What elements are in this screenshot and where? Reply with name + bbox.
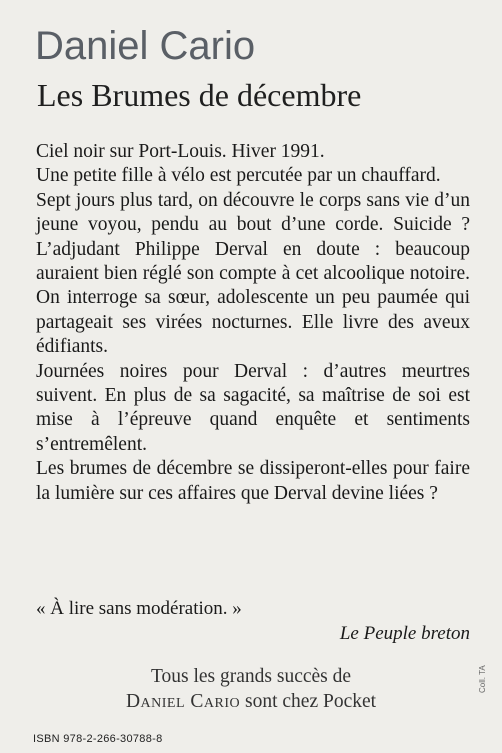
isbn: ISBN 978-2-266-30788-8 <box>33 733 163 745</box>
blurb-paragraph: Sept jours plus tard, on découvre le corps sans vie d’un jeune voyou, pendu au bout d’une corde. Suicide ? L’adjudant Philippe Derval en doute : beaucoup auraient bien réglé son compte à cet alcoolique notoire. On interroge sa sœur, adolescente un peu paumée qui partageait ses virées nocturnes. Elle livre des aveux édifiants. <box>36 189 470 358</box>
promo-line-1: Tous les grands succès de <box>150 666 352 687</box>
promo-line-2 <box>40 689 462 714</box>
publisher-promo <box>40 664 462 714</box>
blurb-paragraph: Une petite fille à vélo est percutée par un chauffard. <box>36 165 441 187</box>
blurb <box>36 140 470 506</box>
blurb-paragraph: Ciel noir sur Port-Louis. Hiver 1991. <box>36 141 325 162</box>
blurb-paragraph: Les brumes de décembre se dissiperont-elles pour faire la lumière sur ces affaires que Derval devine liées ? <box>36 458 470 504</box>
promo-author: Daniel Cario <box>125 691 241 712</box>
side-credit: Coll. TA <box>478 665 487 693</box>
author-name: Daniel Cario <box>35 24 256 68</box>
promo-line-2-rest: sont chez Pocket <box>240 691 377 712</box>
press-quote: « À lire sans modération. » <box>36 598 242 619</box>
quote-source: Le Peuple breton <box>339 623 470 644</box>
blurb-paragraph: Journées noires pour Derval : d’autres meurtres suivent. En plus de sa sagacité, sa maîtrise de soi est mise à l’épreuve quand enquête et sentiments s’entremêlent. <box>36 360 470 455</box>
book-title: Les Brumes de décembre <box>37 77 362 113</box>
